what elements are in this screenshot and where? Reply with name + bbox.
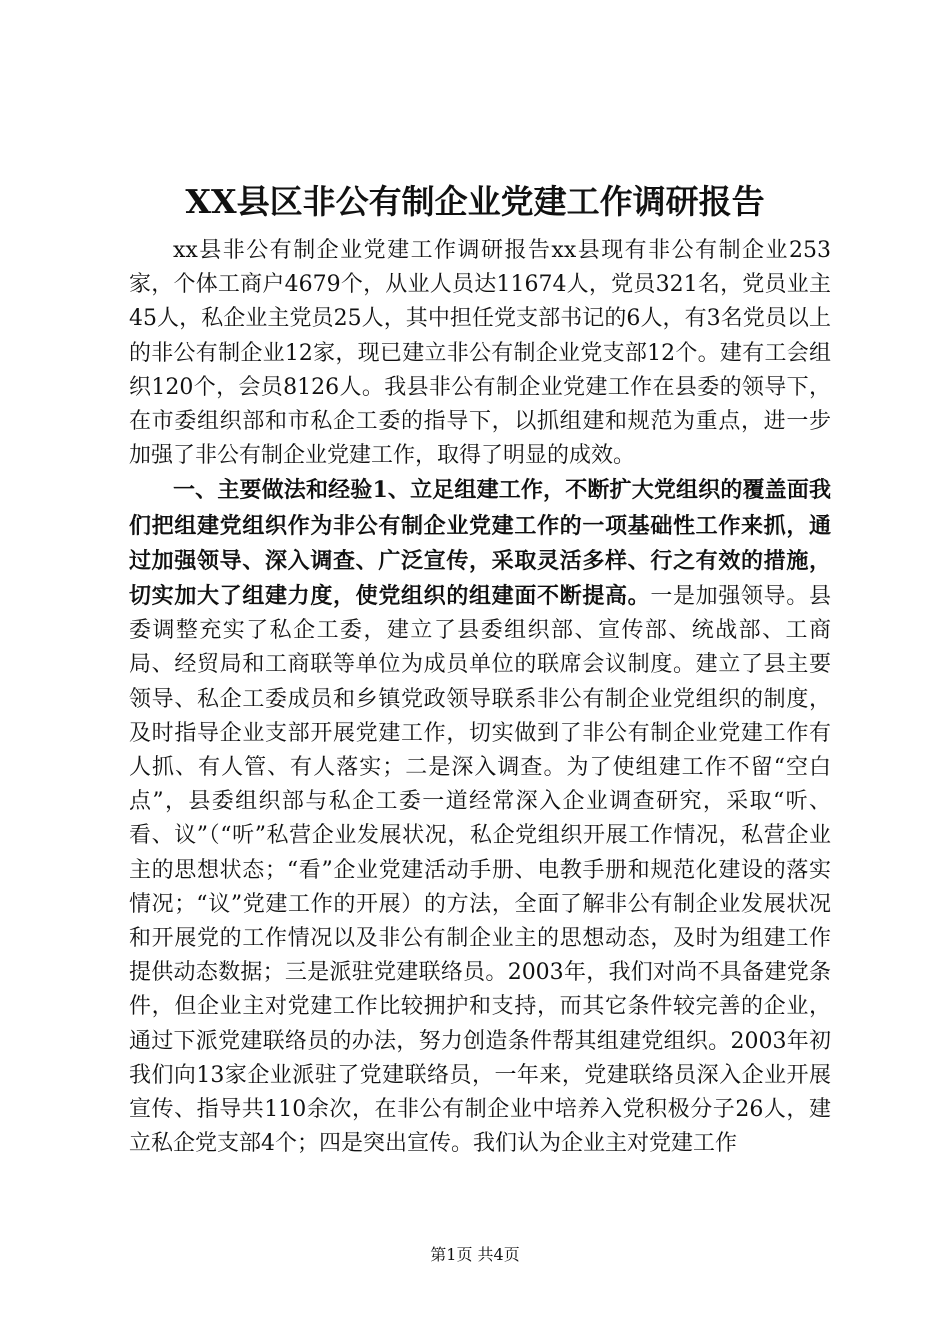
paragraph-intro: xx县非公有制企业党建工作调研报告xx县现有非公有制企业253家，个体工商户4679个，从业人员达11674人，党员321名，党员业主45人，私企业主党员25人，其中担任党支部书记的6人，有3名党员以上的非公有制企业12家，现已建立非公有制企业党支部12个。建有工会组织120个，会员8126人。我县非公有制企业党建工作在县委的领导下，在市委组织部和市私企工委的指导下，以抓组建和规范为重点，进一步加强了非公有制企业党建工作，取得了明显的成效。 [129,238,831,469]
section-heading: 一、主要做法和经验1、立足组建工作，不断扩大党组织的覆盖面我们把组建党组织作为非公有制企业党建工作的一项基础性工作来抓，通过加强领导、深入调查、广泛宣传，采取灵活多样、行之有效的措施，切实加大了组建力度，使党组织的组建面不断提高。 [129,477,831,610]
document-body [129,234,831,1161]
page-footer: 第1页 共4页 [430,1245,520,1264]
section-body: 一是加强领导。县委调整充实了私企工委，建立了县委组织部、宣传部、统战部、工商局、经贸局和工商联等单位为成员单位的联席会议制度。建立了县主要领导、私企工委成员和乡镇党政领导联系非公有制企业党组织的制度，及时指导企业支部开展党建工作，切实做到了非公有制企业党建工作有人抓、有人管、有人落实；二是深入调查。为了使组建工作不留“空白点”，县委组织部与私企工委一道经常深入企业调查研究，采取“听、看、议”（“听”私营企业发展状况，私企党组织开展工作情况，私营企业主的思想状态；“看”企业党建活动手册、电教手册和规范化建设的落实情况；“议”党建工作的开展）的方法，全面了解非公有制企业发展状况和开展党的工作情况以及非公有制企业主的思想动态，及时为组建工作提供动态数据；三是派驻党建联络员。2003年，我们对尚不具备建党条件，但企业主对党建工作比较拥护和支持，而其它条件较完善的企业，通过下派党建联络员的办法，努力创造条件帮其组建党组织。2003年初我们向13家企业派驻了党建联络员，一年来，党建联络员深入企业开展宣传、指导共110余次，在非公有制企业中培养入党积极分子26人，建立私企党支部4个；四是突出宣传。我们认为企业主对党建工作 [129,584,831,1157]
paragraph-section-one [129,473,831,1161]
document-title: XX县区非公有制企业党建工作调研报告 [185,182,765,221]
